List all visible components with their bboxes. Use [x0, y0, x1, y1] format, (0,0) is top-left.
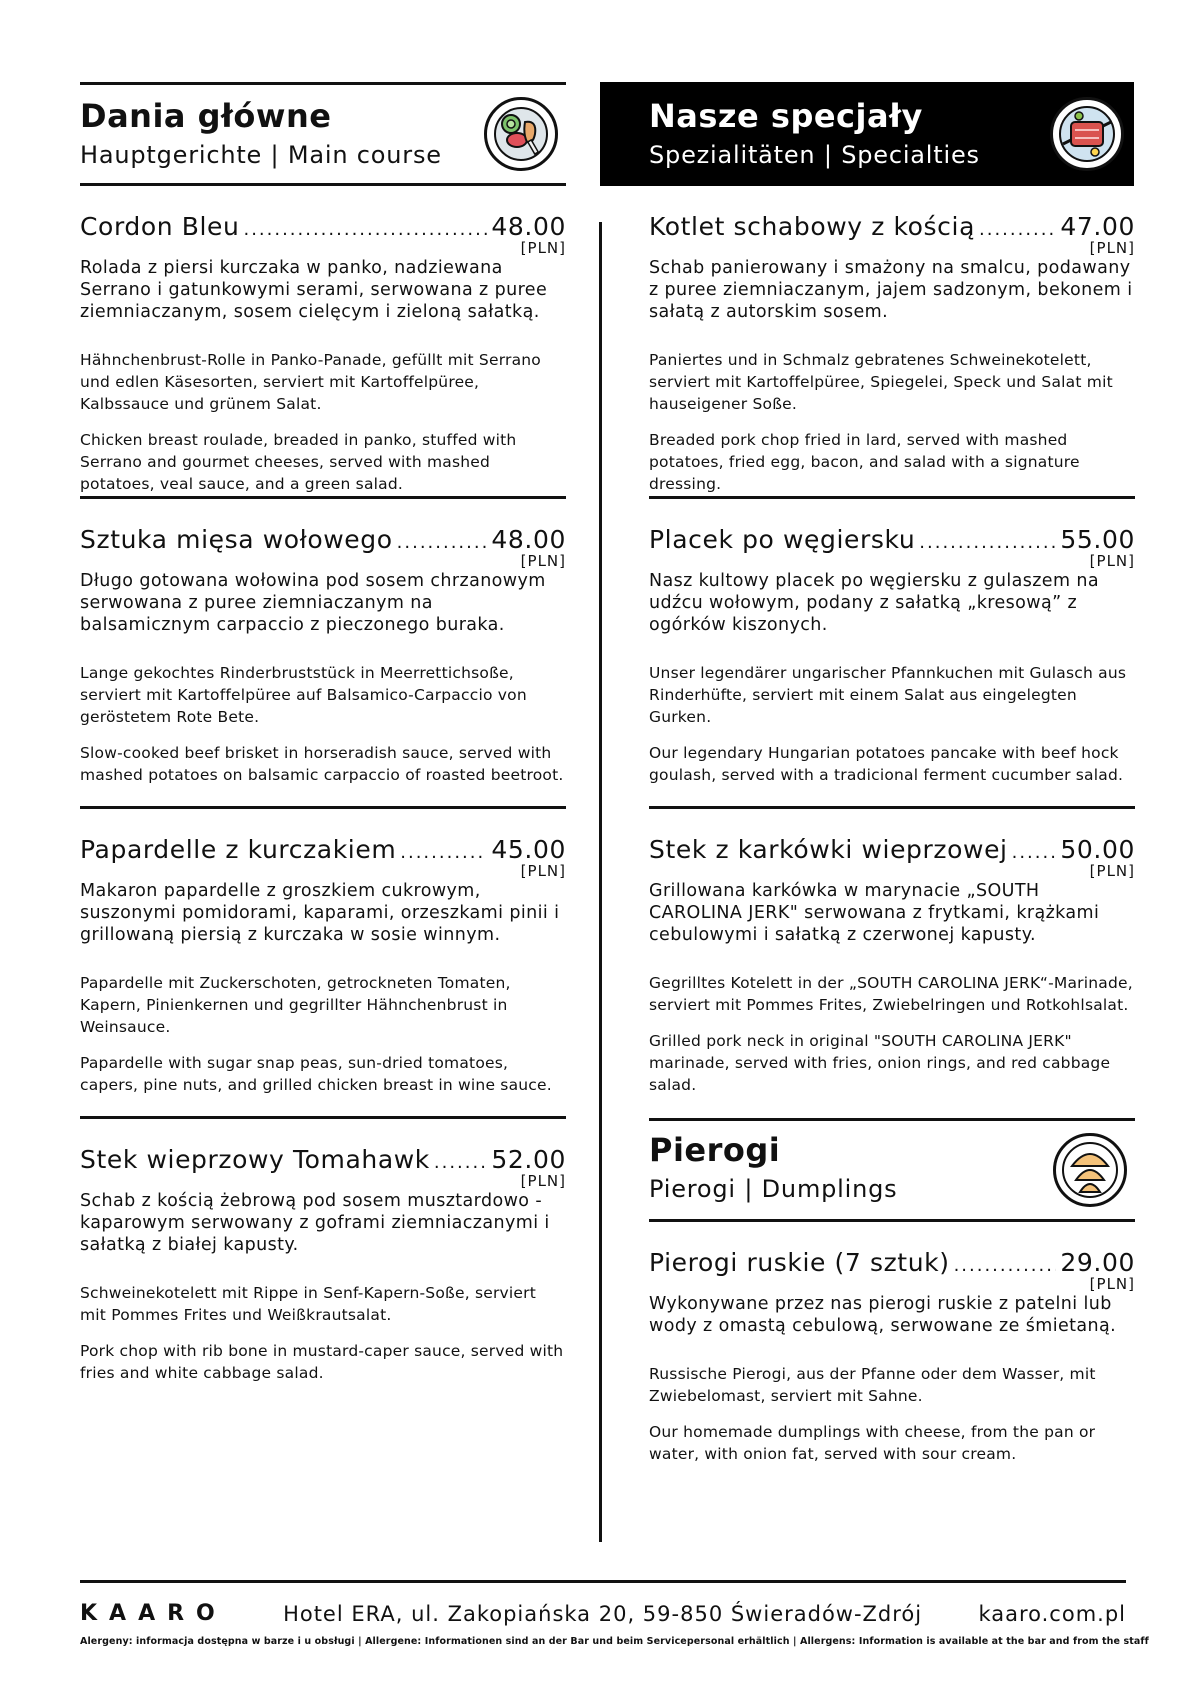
currency-label: [PLN] [1089, 1275, 1135, 1293]
description-de: Papardelle mit Zuckerschoten, getrockneten Tomaten, Kapern, Pinienkernen und gegrillter Hähnchenbrust in Weinsauce. [80, 974, 511, 1036]
dish-price: 52.00 [491, 1145, 566, 1174]
dot-leader [243, 219, 487, 240]
description-de: Lange gekochtes Rinderbruststück in Meerrettichsoße, serviert mit Kartoffelpüree auf Balsamico-Carpaccio von geröstetem Rote Bete. [80, 664, 527, 726]
plate-food-icon [484, 97, 558, 171]
currency-label: [PLN] [520, 239, 566, 257]
main-course-column [80, 82, 566, 1426]
dish-stek-z-karkowki [649, 806, 1135, 1116]
description-de: Paniertes und in Schmalz gebratenes Schweinekotelett, serviert mit Kartoffelpüree, Spiegelei, Speck und Salat mit hauseigener Soße. [649, 351, 1113, 413]
dish-name: Cordon Bleu [80, 212, 240, 241]
description-en: Grilled pork neck in original "SOUTH CAROLINA JERK" marinade, served with fries, onion rings, and red cabbage salad. [649, 1032, 1111, 1094]
description-en: Breaded pork chop fried in lard, served with mashed potatoes, fried egg, bacon, and salad with a signature dressing. [649, 431, 1080, 493]
dish-placek-po-wegiersku [649, 496, 1135, 806]
currency-label: [PLN] [1089, 239, 1135, 257]
dish-name: Sztuka mięsa wołowego [80, 525, 393, 554]
dish-price: 47.00 [1060, 212, 1135, 241]
description-de: Russische Pierogi, aus der Pfanne oder dem Wasser, mit Zwiebelomast, serviert mit Sahne. [649, 1365, 1096, 1405]
dish-price: 50.00 [1060, 835, 1135, 864]
description-en: Our homemade dumplings with cheese, from the pan or water, with onion fat, served with sour cream. [649, 1423, 1096, 1463]
description-pl: Rolada z piersi kurczaka w panko, nadziewana Serrano i gatunkowymi serami, serwowana z puree ziemniaczanym, sosem cielęcym i zieloną sałatką. [80, 258, 548, 322]
dish-name: Placek po węgiersku [649, 525, 916, 554]
dish-kotlet-schabowy [649, 186, 1135, 496]
section-subtitle: Pierogi | Dumplings [649, 1175, 898, 1203]
description-pl: Długo gotowana wołowina pod sosem chrzanowym serwowana z puree ziemniaczanym na balsamicznym carpaccio z pieczonego buraka. [80, 571, 546, 635]
dish-name: Kotlet schabowy z kością [649, 212, 975, 241]
dish-sztuka-miesa [80, 496, 566, 806]
main-course-header [80, 82, 566, 186]
description-de: Unser legendärer ungarischer Pfannkuchen mit Gulasch aus Rinderhüfte, serviert mit einem Salat aus eingelegten Gurken. [649, 664, 1127, 726]
description-en: Our legendary Hungarian potatoes pancake with beef hock goulash, served with a tradicional ferment cucumber salad. [649, 744, 1124, 784]
dish-name: Stek z karkówki wieprzowej [649, 835, 1008, 864]
dumplings-icon [1053, 1133, 1127, 1207]
currency-label: [PLN] [520, 1172, 566, 1190]
dish-name: Pierogi ruskie (7 sztuk) [649, 1248, 950, 1277]
currency-label: [PLN] [1089, 862, 1135, 880]
description-pl: Schab z kością żebrową pod sosem musztardowo - kaparowym serwowany z goframi ziemniaczanymi i sałatką z białej kapusty. [80, 1191, 550, 1255]
currency-label: [PLN] [520, 862, 566, 880]
description-de: Hähnchenbrust-Rolle in Panko-Panade, gefüllt mit Serrano und edlen Käsesorten, serviert mit Kartoffelpüree, Kalbssauce und grünem Salat. [80, 351, 541, 413]
dot-leader [1012, 842, 1057, 863]
dish-pierogi-ruskie [649, 1222, 1135, 1532]
section-title: Dania główne [80, 97, 332, 135]
dish-tomahawk [80, 1116, 566, 1426]
dot-leader [397, 532, 488, 553]
description-pl: Nasz kultowy placek po węgiersku z gulaszem na udźcu wołowym, podany z sałatką „kresową” z ogórków kiszonych. [649, 571, 1099, 635]
dot-leader [434, 1152, 488, 1173]
grill-meat-icon [1050, 97, 1124, 171]
dot-leader [919, 532, 1056, 553]
description-pl: Grillowana karkówka w marynacie „SOUTH CAROLINA JERK" serwowana z frytkami, krążkami cebulowymi i sałatką z czerwonej kapusty. [649, 881, 1100, 945]
dish-price: 55.00 [1060, 525, 1135, 554]
currency-label: [PLN] [520, 552, 566, 570]
description-en: Slow-cooked beef brisket in horseradish sauce, served with mashed potatoes on balsamic carpaccio of roasted beetroot. [80, 744, 564, 784]
dish-price: 48.00 [491, 212, 566, 241]
website-link[interactable]: kaaro.com.pl [978, 1601, 1126, 1626]
dish-cordon-bleu [80, 186, 566, 496]
dish-price: 45.00 [491, 835, 566, 864]
column-divider [599, 222, 602, 1542]
description-en: Papardelle with sugar snap peas, sun-dried tomatoes, capers, pine nuts, and grilled chicken breast in wine sauce. [80, 1054, 552, 1094]
description-de: Schweinekotelett mit Rippe in Senf-Kapern-Soße, serviert mit Pommes Frites und Weißkrautsalat. [80, 1284, 536, 1324]
section-subtitle: Spezialitäten | Specialties [649, 141, 980, 169]
description-pl: Schab panierowany i smażony na smalcu, podawany z puree ziemniaczanym, jajem sadzonym, bekonem i sałatą z autorskim sosem. [649, 258, 1133, 322]
specialties-column [649, 82, 1135, 1532]
dish-price: 29.00 [1060, 1248, 1135, 1277]
kaaro-logo: KAARO [80, 1601, 227, 1626]
section-title: Pierogi [649, 1131, 781, 1169]
description-pl: Makaron papardelle z groszkiem cukrowym, suszonymi pomidorami, kaparami, orzeszkami pinii i grillowaną piersią z kurczaka w sosie winnym. [80, 881, 560, 945]
currency-label: [PLN] [1089, 552, 1135, 570]
section-subtitle: Hauptgerichte | Main course [80, 141, 442, 169]
dish-papardelle [80, 806, 566, 1116]
pierogi-header [649, 1118, 1135, 1222]
footer [80, 1580, 1149, 1647]
specialties-header [600, 82, 1134, 186]
dish-name: Stek wieprzowy Tomahawk [80, 1145, 430, 1174]
dish-price: 48.00 [491, 525, 566, 554]
dish-name: Papardelle z kurczakiem [80, 835, 397, 864]
allergen-notice: Alergeny: informacja dostępna w barze i u obsługi | Allergene: Informationen sind an der Bar und beim Servicepersonal erhältlich | Allergens: Information is available at the bar and from the staff [80, 1636, 1149, 1647]
description-de: Gegrilltes Kotelett in der „SOUTH CAROLINA JERK“-Marinade, serviert mit Pommes Frites, Zwiebelringen und Rotkohlsalat. [649, 974, 1133, 1014]
description-en: Pork chop with rib bone in mustard-caper sauce, served with fries and white cabbage salad. [80, 1342, 564, 1382]
section-title: Nasze specjały [649, 97, 923, 135]
description-en: Chicken breast roulade, breaded in panko, stuffed with Serrano and gourmet cheeses, served with mashed potatoes, veal sauce, and a green salad. [80, 431, 517, 493]
dot-leader [954, 1255, 1057, 1276]
hotel-address: Hotel ERA, ul. Zakopiańska 20, 59-850 Świeradów-Zdrój [283, 1601, 923, 1626]
description-pl: Wykonywane przez nas pierogi ruskie z patelni lub wody z omastą cebulową, serwowane ze śmietaną. [649, 1294, 1117, 1336]
dot-leader [979, 219, 1056, 240]
dot-leader [400, 842, 487, 863]
